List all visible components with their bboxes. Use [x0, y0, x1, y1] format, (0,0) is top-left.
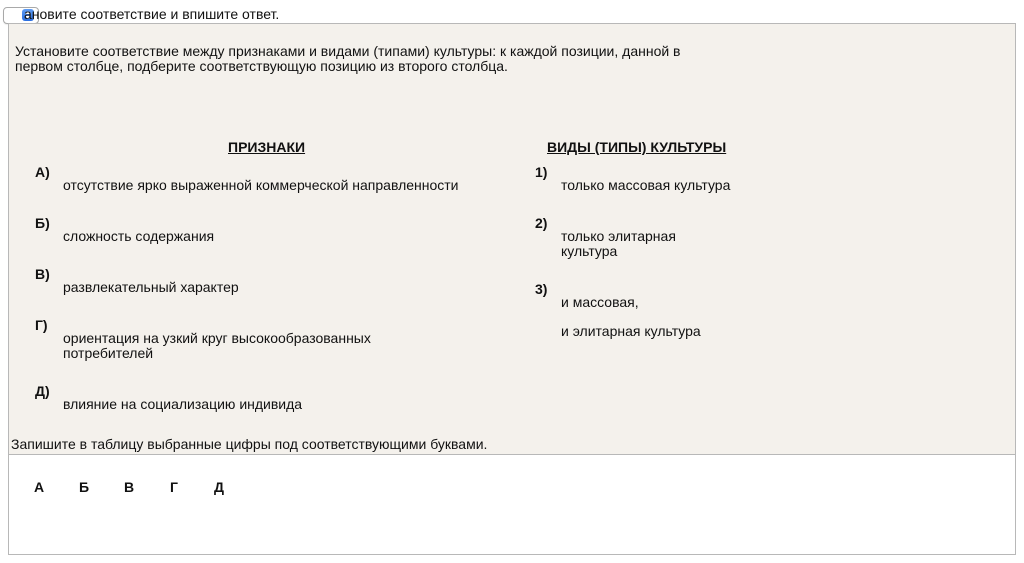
answer-letter-b: Б: [79, 479, 90, 495]
option-text-1: только массовая культура: [561, 177, 731, 193]
culture-types-column-title: ВИДЫ (ТИПЫ) КУЛЬТУРЫ: [547, 139, 727, 155]
item-text-d: влияние на социализацию индивида: [63, 396, 303, 412]
answer-letter-v: В: [124, 479, 135, 495]
option-text-3-line2: и элитарная культура: [561, 323, 701, 339]
option-text-2: только элитарная культура: [561, 228, 676, 259]
item-letter-b: Б): [35, 215, 50, 231]
item-letter-a: А): [35, 164, 50, 180]
item-text-b: сложность содержания: [63, 228, 215, 244]
option-text-3-line1: и массовая,: [561, 294, 639, 310]
option-number-3: 3): [535, 281, 548, 297]
question-box: [8, 23, 1016, 455]
answer-letter-g: Г: [170, 479, 178, 495]
item-letter-g: Г): [35, 317, 48, 333]
item-text-a: отсутствие ярко выраженной коммерческой направленности: [63, 177, 459, 193]
item-letter-v: В): [35, 266, 50, 282]
item-letter-d: Д): [35, 383, 50, 399]
item-text-g: ориентация на узкий круг высокообразованных потребителей: [63, 330, 371, 361]
answer-letter-d: Д: [214, 479, 224, 495]
option-number-1: 1): [535, 164, 548, 180]
answer-table: [8, 454, 1016, 555]
top-instruction-text: ановите соответствие и впишите ответ.: [24, 6, 280, 22]
features-column-title: ПРИЗНАКИ: [228, 139, 306, 155]
option-number-2: 2): [535, 215, 548, 231]
question-intro: Установите соответствие между признаками и видами (типами) культуры: к каждой позиции, данной в первом столбце, подберите соответствующую позицию из второго столбца.: [15, 43, 681, 74]
answer-instruction: Запишите в таблицу выбранные цифры под соответствующими буквами.: [11, 436, 488, 452]
answer-letter-a: А: [34, 479, 45, 495]
item-text-v: развлекательный характер: [63, 279, 239, 295]
